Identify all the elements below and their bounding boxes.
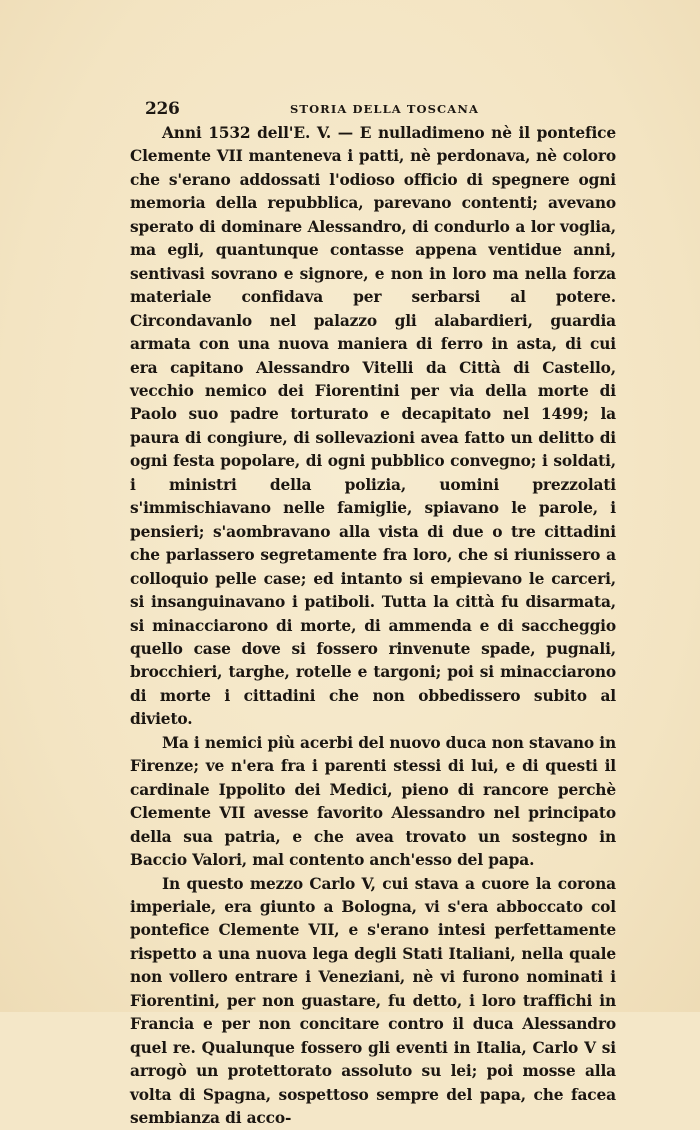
body-text (130, 122, 616, 1130)
paragraph-1: Anni 1532 dell'E. V. — E nulladimeno nè il pontefice Clemente VII manteneva i patti, nè perdonava, nè coloro che s'erano addossati l'odioso officio di spegnere ogni memoria della repubblica, parevano contenti; avevano sperato di dominare Alessandro, di condurlo a lor voglia, ma egli, quantunque contasse appena ventidue anni, sentivasi sovrano e signore, e non in loro ma nella forza materiale confidava per serbarsi al potere. Circondavanlo nel palazzo gli alabardieri, guardia armata con una nuova maniera di ferro in asta, di cui era capitano Alessandro Vitelli da Città di Castello, vecchio nemico dei Fiorentini per via della morte di Paolo suo padre torturato e decapitato nel 1499; la paura di congiure, di sollevazioni avea fatto un delitto di ogni festa popolare, di ogni pubblico convegno; i soldati, i ministri della polizia, uomini prezzolati s'immischiavano nelle famiglie, spiavano le parole, i pensieri; s'aombravano alla vista di due o tre cittadini che parlassero segretamente fra loro, che si riunissero a colloquio pelle case; ed intanto si empievano le carceri, si insanguinavano i patiboli. Tutta la città fu disarmata, si minacciarono di morte, di ammenda e di saccheggio quello case dove si fossero rinvenute spade, pugnali, brocchieri, targhe, rotelle e targoni; poi si minacciarono di morte i cittadini che non obbedissero subito al divieto. (130, 122, 616, 732)
paragraph-3: In questo mezzo Carlo V, cui stava a cuore la corona imperiale, era giunto a Bologna, vi s'era abboccato col pontefice Clemente VII, e s'erano intesi perfettamente rispetto a una nuova lega degli Stati Italiani, nella quale non vollero entrare i Veneziani, nè vi furono nominati i Fiorentini, per non guastare, fu detto, i loro traffichi in Francia e per non concitare contro il duca Alessandro quel re. Qualunque fossero gli eventi in Italia, Carlo V si arrogò un protettorato assoluto su lei; poi mosse alla volta di Spagna, sospettoso sempre del papa, che facea sembianza di acco- (130, 873, 616, 1130)
running-title: STORIA DELLA TOSCANA (290, 102, 479, 116)
page-number: 226 (145, 99, 180, 119)
page-header (145, 99, 559, 123)
paragraph-2: Ma i nemici più acerbi del nuovo duca non stavano in Firenze; ve n'era fra i parenti stessi di lui, e di questi il cardinale Ippolito dei Medici, pieno di rancore perchè Clemente VII avesse favorito Alessandro nel principato della sua patria, e che avea trovato un sostegno in Baccio Valori, mal contento anch'esso del papa. (130, 732, 616, 873)
